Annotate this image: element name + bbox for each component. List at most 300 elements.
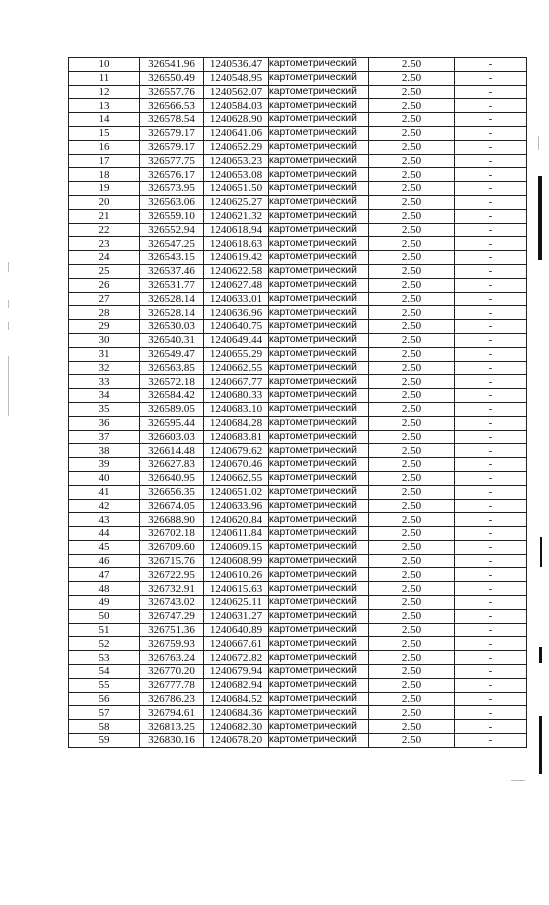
accuracy-cell: 2.50 — [369, 444, 455, 458]
method-cell: картометрический — [269, 734, 369, 748]
note-cell: - — [455, 568, 527, 582]
accuracy-cell: 2.50 — [369, 292, 455, 306]
accuracy-cell: 2.50 — [369, 692, 455, 706]
note-cell: - — [455, 609, 527, 623]
point-number-cell: 16 — [69, 140, 140, 154]
point-number-cell: 50 — [69, 609, 140, 623]
method-cell: картометрический — [269, 540, 369, 554]
table-row — [69, 458, 527, 472]
method-cell: картометрический — [269, 333, 369, 347]
table-row — [69, 720, 527, 734]
accuracy-cell: 2.50 — [369, 182, 455, 196]
accuracy-cell: 2.50 — [369, 306, 455, 320]
x-coordinate-cell: 326743.02 — [140, 596, 204, 610]
table-row — [69, 99, 527, 113]
note-cell: - — [455, 333, 527, 347]
note-cell: - — [455, 706, 527, 720]
method-cell: картометрический — [269, 609, 369, 623]
method-cell: картометрический — [269, 430, 369, 444]
x-coordinate-cell: 326640.95 — [140, 471, 204, 485]
y-coordinate-cell: 1240653.23 — [204, 154, 269, 168]
note-cell: - — [455, 251, 527, 265]
method-cell: картометрический — [269, 720, 369, 734]
point-number-cell: 17 — [69, 154, 140, 168]
y-coordinate-cell: 1240684.52 — [204, 692, 269, 706]
table-row — [69, 126, 527, 140]
note-cell: - — [455, 389, 527, 403]
scan-artifact — [8, 356, 9, 416]
accuracy-cell: 2.50 — [369, 264, 455, 278]
table-row — [69, 568, 527, 582]
accuracy-cell: 2.50 — [369, 637, 455, 651]
y-coordinate-cell: 1240682.94 — [204, 678, 269, 692]
y-coordinate-cell: 1240622.58 — [204, 264, 269, 278]
y-coordinate-cell: 1240672.82 — [204, 651, 269, 665]
accuracy-cell: 2.50 — [369, 568, 455, 582]
method-cell: картометрический — [269, 389, 369, 403]
y-coordinate-cell: 1240649.44 — [204, 333, 269, 347]
accuracy-cell: 2.50 — [369, 223, 455, 237]
point-number-cell: 21 — [69, 209, 140, 223]
method-cell: картометрический — [269, 126, 369, 140]
method-cell: картометрический — [269, 99, 369, 113]
x-coordinate-cell: 326541.96 — [140, 58, 204, 72]
table-row — [69, 85, 527, 99]
y-coordinate-cell: 1240548.95 — [204, 71, 269, 85]
x-coordinate-cell: 326603.03 — [140, 430, 204, 444]
point-number-cell: 13 — [69, 99, 140, 113]
method-cell: картометрический — [269, 568, 369, 582]
table-row — [69, 264, 527, 278]
table-row — [69, 706, 527, 720]
note-cell: - — [455, 734, 527, 748]
method-cell: картометрический — [269, 278, 369, 292]
accuracy-cell: 2.50 — [369, 499, 455, 513]
accuracy-cell: 2.50 — [369, 320, 455, 334]
table-row — [69, 665, 527, 679]
point-number-cell: 33 — [69, 375, 140, 389]
y-coordinate-cell: 1240620.84 — [204, 513, 269, 527]
accuracy-cell: 2.50 — [369, 651, 455, 665]
accuracy-cell: 2.50 — [369, 678, 455, 692]
scan-artifact — [538, 136, 539, 150]
y-coordinate-cell: 1240655.29 — [204, 347, 269, 361]
y-coordinate-cell: 1240627.48 — [204, 278, 269, 292]
x-coordinate-cell: 326702.18 — [140, 527, 204, 541]
x-coordinate-cell: 326759.93 — [140, 637, 204, 651]
table-row — [69, 375, 527, 389]
x-coordinate-cell: 326732.91 — [140, 582, 204, 596]
point-number-cell: 20 — [69, 195, 140, 209]
scan-artifact — [540, 537, 542, 567]
table-row — [69, 540, 527, 554]
note-cell: - — [455, 320, 527, 334]
x-coordinate-cell: 326722.95 — [140, 568, 204, 582]
y-coordinate-cell: 1240682.30 — [204, 720, 269, 734]
accuracy-cell: 2.50 — [369, 85, 455, 99]
table-row — [69, 320, 527, 334]
note-cell: - — [455, 637, 527, 651]
x-coordinate-cell: 326531.77 — [140, 278, 204, 292]
table-row — [69, 195, 527, 209]
point-number-cell: 26 — [69, 278, 140, 292]
y-coordinate-cell: 1240662.55 — [204, 471, 269, 485]
note-cell: - — [455, 651, 527, 665]
accuracy-cell: 2.50 — [369, 402, 455, 416]
y-coordinate-cell: 1240536.47 — [204, 58, 269, 72]
point-number-cell: 15 — [69, 126, 140, 140]
x-coordinate-cell: 326563.85 — [140, 361, 204, 375]
note-cell: - — [455, 444, 527, 458]
accuracy-cell: 2.50 — [369, 706, 455, 720]
table-row — [69, 223, 527, 237]
accuracy-cell: 2.50 — [369, 154, 455, 168]
accuracy-cell: 2.50 — [369, 623, 455, 637]
note-cell: - — [455, 237, 527, 251]
point-number-cell: 59 — [69, 734, 140, 748]
y-coordinate-cell: 1240615.63 — [204, 582, 269, 596]
method-cell: картометрический — [269, 306, 369, 320]
method-cell: картометрический — [269, 154, 369, 168]
point-number-cell: 27 — [69, 292, 140, 306]
x-coordinate-cell: 326577.75 — [140, 154, 204, 168]
x-coordinate-cell: 326576.17 — [140, 168, 204, 182]
table-row — [69, 527, 527, 541]
x-coordinate-cell: 326747.29 — [140, 609, 204, 623]
y-coordinate-cell: 1240618.63 — [204, 237, 269, 251]
y-coordinate-cell: 1240679.62 — [204, 444, 269, 458]
note-cell: - — [455, 58, 527, 72]
x-coordinate-cell: 326566.53 — [140, 99, 204, 113]
table-row — [69, 333, 527, 347]
note-cell: - — [455, 485, 527, 499]
note-cell: - — [455, 540, 527, 554]
note-cell: - — [455, 85, 527, 99]
accuracy-cell: 2.50 — [369, 333, 455, 347]
table-row — [69, 306, 527, 320]
table-row — [69, 651, 527, 665]
accuracy-cell: 2.50 — [369, 71, 455, 85]
accuracy-cell: 2.50 — [369, 458, 455, 472]
y-coordinate-cell: 1240651.50 — [204, 182, 269, 196]
note-cell: - — [455, 113, 527, 127]
table-row — [69, 140, 527, 154]
scan-artifact — [8, 300, 9, 308]
accuracy-cell: 2.50 — [369, 540, 455, 554]
x-coordinate-cell: 326763.24 — [140, 651, 204, 665]
table-row — [69, 154, 527, 168]
table-row — [69, 623, 527, 637]
x-coordinate-cell: 326578.54 — [140, 113, 204, 127]
point-number-cell: 52 — [69, 637, 140, 651]
y-coordinate-cell: 1240683.10 — [204, 402, 269, 416]
method-cell: картометрический — [269, 320, 369, 334]
y-coordinate-cell: 1240633.01 — [204, 292, 269, 306]
table-row — [69, 430, 527, 444]
y-coordinate-cell: 1240679.94 — [204, 665, 269, 679]
table-row — [69, 278, 527, 292]
scan-artifact — [511, 780, 525, 781]
y-coordinate-cell: 1240667.77 — [204, 375, 269, 389]
note-cell: - — [455, 678, 527, 692]
y-coordinate-cell: 1240640.89 — [204, 623, 269, 637]
x-coordinate-cell: 326627.83 — [140, 458, 204, 472]
accuracy-cell: 2.50 — [369, 375, 455, 389]
accuracy-cell: 2.50 — [369, 58, 455, 72]
y-coordinate-cell: 1240684.36 — [204, 706, 269, 720]
method-cell: картометрический — [269, 209, 369, 223]
accuracy-cell: 2.50 — [369, 361, 455, 375]
table-row — [69, 582, 527, 596]
table-row — [69, 209, 527, 223]
note-cell: - — [455, 306, 527, 320]
table-row — [69, 596, 527, 610]
method-cell: картометрический — [269, 140, 369, 154]
x-coordinate-cell: 326614.48 — [140, 444, 204, 458]
point-number-cell: 47 — [69, 568, 140, 582]
note-cell: - — [455, 402, 527, 416]
point-number-cell: 34 — [69, 389, 140, 403]
note-cell: - — [455, 195, 527, 209]
scan-artifact — [539, 647, 542, 663]
accuracy-cell: 2.50 — [369, 720, 455, 734]
accuracy-cell: 2.50 — [369, 140, 455, 154]
point-number-cell: 22 — [69, 223, 140, 237]
note-cell: - — [455, 375, 527, 389]
point-number-cell: 53 — [69, 651, 140, 665]
point-number-cell: 40 — [69, 471, 140, 485]
point-number-cell: 43 — [69, 513, 140, 527]
point-number-cell: 44 — [69, 527, 140, 541]
x-coordinate-cell: 326557.76 — [140, 85, 204, 99]
table-row — [69, 609, 527, 623]
scan-artifact — [8, 322, 9, 330]
point-number-cell: 30 — [69, 333, 140, 347]
method-cell: картометрический — [269, 182, 369, 196]
point-number-cell: 19 — [69, 182, 140, 196]
accuracy-cell: 2.50 — [369, 126, 455, 140]
accuracy-cell: 2.50 — [369, 485, 455, 499]
point-number-cell: 58 — [69, 720, 140, 734]
table-row — [69, 58, 527, 72]
table-row — [69, 554, 527, 568]
x-coordinate-cell: 326573.95 — [140, 182, 204, 196]
method-cell: картометрический — [269, 471, 369, 485]
table-row — [69, 251, 527, 265]
point-number-cell: 14 — [69, 113, 140, 127]
note-cell: - — [455, 264, 527, 278]
table-row — [69, 692, 527, 706]
table-row — [69, 182, 527, 196]
y-coordinate-cell: 1240633.96 — [204, 499, 269, 513]
point-number-cell: 31 — [69, 347, 140, 361]
accuracy-cell: 2.50 — [369, 471, 455, 485]
y-coordinate-cell: 1240625.11 — [204, 596, 269, 610]
table-row — [69, 168, 527, 182]
note-cell: - — [455, 168, 527, 182]
x-coordinate-cell: 326770.20 — [140, 665, 204, 679]
note-cell: - — [455, 154, 527, 168]
y-coordinate-cell: 1240683.81 — [204, 430, 269, 444]
table-row — [69, 71, 527, 85]
note-cell: - — [455, 458, 527, 472]
x-coordinate-cell: 326584.42 — [140, 389, 204, 403]
method-cell: картометрический — [269, 692, 369, 706]
table-row — [69, 292, 527, 306]
x-coordinate-cell: 326595.44 — [140, 416, 204, 430]
accuracy-cell: 2.50 — [369, 278, 455, 292]
x-coordinate-cell: 326786.23 — [140, 692, 204, 706]
note-cell: - — [455, 513, 527, 527]
point-number-cell: 49 — [69, 596, 140, 610]
table-row — [69, 347, 527, 361]
method-cell: картометрический — [269, 347, 369, 361]
note-cell: - — [455, 99, 527, 113]
method-cell: картометрический — [269, 402, 369, 416]
note-cell: - — [455, 720, 527, 734]
method-cell: картометрический — [269, 513, 369, 527]
coordinates-table-body — [69, 58, 527, 748]
note-cell: - — [455, 347, 527, 361]
point-number-cell: 32 — [69, 361, 140, 375]
point-number-cell: 23 — [69, 237, 140, 251]
x-coordinate-cell: 326559.10 — [140, 209, 204, 223]
y-coordinate-cell: 1240618.94 — [204, 223, 269, 237]
note-cell: - — [455, 361, 527, 375]
method-cell: картометрический — [269, 665, 369, 679]
accuracy-cell: 2.50 — [369, 416, 455, 430]
x-coordinate-cell: 326813.25 — [140, 720, 204, 734]
x-coordinate-cell: 326589.05 — [140, 402, 204, 416]
table-row — [69, 389, 527, 403]
method-cell: картометрический — [269, 223, 369, 237]
y-coordinate-cell: 1240653.08 — [204, 168, 269, 182]
note-cell: - — [455, 623, 527, 637]
note-cell: - — [455, 582, 527, 596]
table-row — [69, 416, 527, 430]
table-row — [69, 444, 527, 458]
table-row — [69, 237, 527, 251]
accuracy-cell: 2.50 — [369, 251, 455, 265]
note-cell: - — [455, 692, 527, 706]
accuracy-cell: 2.50 — [369, 347, 455, 361]
y-coordinate-cell: 1240628.90 — [204, 113, 269, 127]
point-number-cell: 56 — [69, 692, 140, 706]
scan-artifact — [538, 176, 542, 260]
note-cell: - — [455, 527, 527, 541]
method-cell: картометрический — [269, 58, 369, 72]
accuracy-cell: 2.50 — [369, 209, 455, 223]
point-number-cell: 18 — [69, 168, 140, 182]
note-cell: - — [455, 71, 527, 85]
x-coordinate-cell: 326549.47 — [140, 347, 204, 361]
x-coordinate-cell: 326579.17 — [140, 140, 204, 154]
point-number-cell: 41 — [69, 485, 140, 499]
point-number-cell: 11 — [69, 71, 140, 85]
method-cell: картометрический — [269, 195, 369, 209]
point-number-cell: 35 — [69, 402, 140, 416]
point-number-cell: 51 — [69, 623, 140, 637]
method-cell: картометрический — [269, 458, 369, 472]
accuracy-cell: 2.50 — [369, 609, 455, 623]
point-number-cell: 28 — [69, 306, 140, 320]
table-row — [69, 402, 527, 416]
y-coordinate-cell: 1240640.75 — [204, 320, 269, 334]
x-coordinate-cell: 326572.18 — [140, 375, 204, 389]
accuracy-cell: 2.50 — [369, 237, 455, 251]
method-cell: картометрический — [269, 582, 369, 596]
accuracy-cell: 2.50 — [369, 99, 455, 113]
method-cell: картометрический — [269, 71, 369, 85]
x-coordinate-cell: 326715.76 — [140, 554, 204, 568]
point-number-cell: 25 — [69, 264, 140, 278]
point-number-cell: 55 — [69, 678, 140, 692]
point-number-cell: 36 — [69, 416, 140, 430]
point-number-cell: 54 — [69, 665, 140, 679]
method-cell: картометрический — [269, 416, 369, 430]
accuracy-cell: 2.50 — [369, 734, 455, 748]
method-cell: картометрический — [269, 168, 369, 182]
table-row — [69, 113, 527, 127]
y-coordinate-cell: 1240678.20 — [204, 734, 269, 748]
y-coordinate-cell: 1240651.02 — [204, 485, 269, 499]
note-cell: - — [455, 665, 527, 679]
x-coordinate-cell: 326547.25 — [140, 237, 204, 251]
method-cell: картометрический — [269, 375, 369, 389]
method-cell: картометрический — [269, 113, 369, 127]
x-coordinate-cell: 326528.14 — [140, 306, 204, 320]
y-coordinate-cell: 1240608.99 — [204, 554, 269, 568]
table-row — [69, 513, 527, 527]
point-number-cell: 42 — [69, 499, 140, 513]
coordinates-table — [68, 57, 527, 748]
table-row — [69, 485, 527, 499]
note-cell: - — [455, 471, 527, 485]
method-cell: картометрический — [269, 527, 369, 541]
method-cell: картометрический — [269, 637, 369, 651]
y-coordinate-cell: 1240631.27 — [204, 609, 269, 623]
x-coordinate-cell: 326543.15 — [140, 251, 204, 265]
table-row — [69, 471, 527, 485]
note-cell: - — [455, 182, 527, 196]
point-number-cell: 57 — [69, 706, 140, 720]
accuracy-cell: 2.50 — [369, 430, 455, 444]
note-cell: - — [455, 554, 527, 568]
x-coordinate-cell: 326528.14 — [140, 292, 204, 306]
note-cell: - — [455, 126, 527, 140]
accuracy-cell: 2.50 — [369, 195, 455, 209]
note-cell: - — [455, 223, 527, 237]
point-number-cell: 39 — [69, 458, 140, 472]
point-number-cell: 37 — [69, 430, 140, 444]
method-cell: картометрический — [269, 554, 369, 568]
y-coordinate-cell: 1240641.06 — [204, 126, 269, 140]
table-row — [69, 637, 527, 651]
accuracy-cell: 2.50 — [369, 582, 455, 596]
x-coordinate-cell: 326579.17 — [140, 126, 204, 140]
x-coordinate-cell: 326550.49 — [140, 71, 204, 85]
method-cell: картометрический — [269, 499, 369, 513]
point-number-cell: 12 — [69, 85, 140, 99]
y-coordinate-cell: 1240619.42 — [204, 251, 269, 265]
method-cell: картометрический — [269, 651, 369, 665]
x-coordinate-cell: 326794.61 — [140, 706, 204, 720]
accuracy-cell: 2.50 — [369, 113, 455, 127]
note-cell: - — [455, 209, 527, 223]
y-coordinate-cell: 1240680.33 — [204, 389, 269, 403]
y-coordinate-cell: 1240652.29 — [204, 140, 269, 154]
y-coordinate-cell: 1240662.55 — [204, 361, 269, 375]
